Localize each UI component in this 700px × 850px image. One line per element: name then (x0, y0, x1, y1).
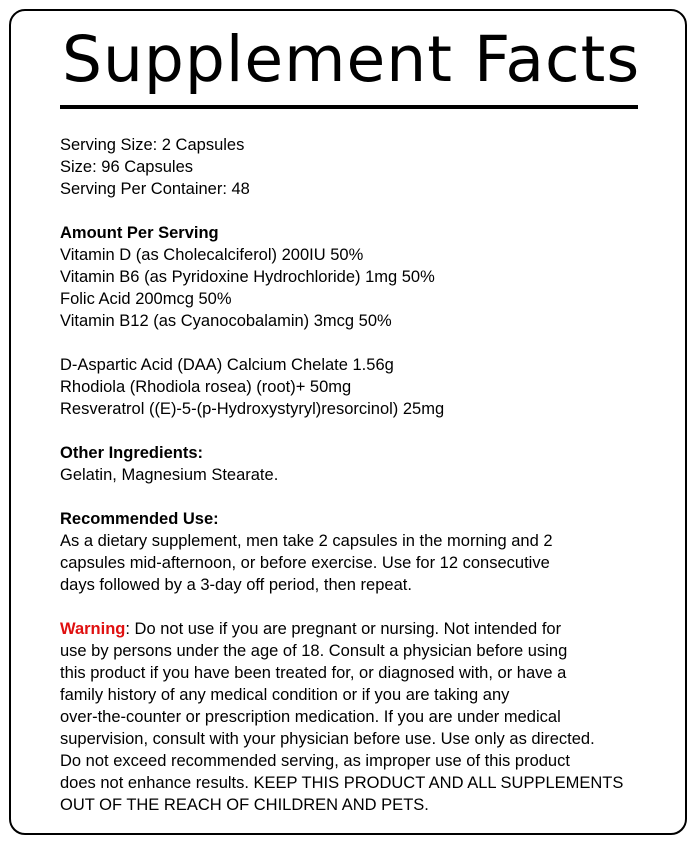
ingredient-line: D-Aspartic Acid (DAA) Calcium Chelate 1.56g (60, 356, 394, 374)
serving-size: Serving Size: 2 Capsules (60, 136, 245, 154)
recommended-use-line: capsules mid-afternoon, or before exercise. Use for 12 consecutive (60, 554, 550, 572)
amount-per-serving-section (60, 222, 680, 332)
warning-section (60, 618, 680, 816)
warning-line: Do not exceed recommended serving, as improper use of this product (60, 752, 570, 770)
warning-line: supervision, consult with your physician before use. Use only as directed. (60, 730, 595, 748)
warning-line: use by persons under the age of 18. Consult a physician before using (60, 642, 568, 660)
warning-line: over-the-counter or prescription medication. If you are under medical (60, 708, 561, 726)
warning-line: this product if you have been treated for, or diagnosed with, or have a (60, 664, 567, 682)
section-spacer (60, 332, 680, 354)
recommended-use-line: As a dietary supplement, men take 2 capsules in the morning and 2 (60, 532, 553, 550)
warning-label: Warning (60, 620, 126, 638)
amount-per-serving-heading: Amount Per Serving (60, 224, 219, 242)
ingredient-line: Resveratrol ((E)-5-(p-Hydroxystyryl)resorcinol) 25mg (60, 400, 445, 418)
other-ingredients-section (60, 442, 680, 486)
ingredient-line: Vitamin B12 (as Cyanocobalamin) 3mcg 50% (60, 312, 392, 330)
title-divider (60, 105, 638, 109)
warning-line: does not enhance results. KEEP THIS PRODUCT AND ALL SUPPLEMENTS (60, 774, 624, 792)
warning-first-line (60, 618, 680, 640)
recommended-use-line: days followed by a 3-day off period, then repeat. (60, 576, 412, 594)
warning-line: family history of any medical condition or if you are taking any (60, 686, 510, 704)
other-ingredients-text: Gelatin, Magnesium Stearate. (60, 466, 279, 484)
recommended-use-section (60, 508, 680, 596)
ingredient-line: Vitamin D (as Cholecalciferol) 200IU 50% (60, 246, 364, 264)
ingredient-line: Vitamin B6 (as Pyridoxine Hydrochloride) 1mg 50% (60, 268, 435, 286)
serving-info (60, 134, 680, 200)
section-spacer (60, 200, 680, 222)
ingredient-line: Folic Acid 200mcg 50% (60, 290, 232, 308)
facts-content (60, 134, 680, 816)
page-title: Supplement Facts (62, 23, 641, 96)
warning-text-start: : Do not use if you are pregnant or nursing. Not intended for (125, 620, 562, 638)
proprietary-ingredients (60, 354, 680, 420)
ingredient-line: Rhodiola (Rhodiola rosea) (root)+ 50mg (60, 378, 352, 396)
section-spacer (60, 420, 680, 442)
servings-per-container: Serving Per Container: 48 (60, 180, 250, 198)
section-spacer (60, 486, 680, 508)
other-ingredients-heading: Other Ingredients: (60, 444, 204, 462)
recommended-use-heading: Recommended Use: (60, 510, 219, 528)
section-spacer (60, 596, 680, 618)
container-size: Size: 96 Capsules (60, 158, 193, 176)
warning-line: OUT OF THE REACH OF CHILDREN AND PETS. (60, 796, 429, 814)
